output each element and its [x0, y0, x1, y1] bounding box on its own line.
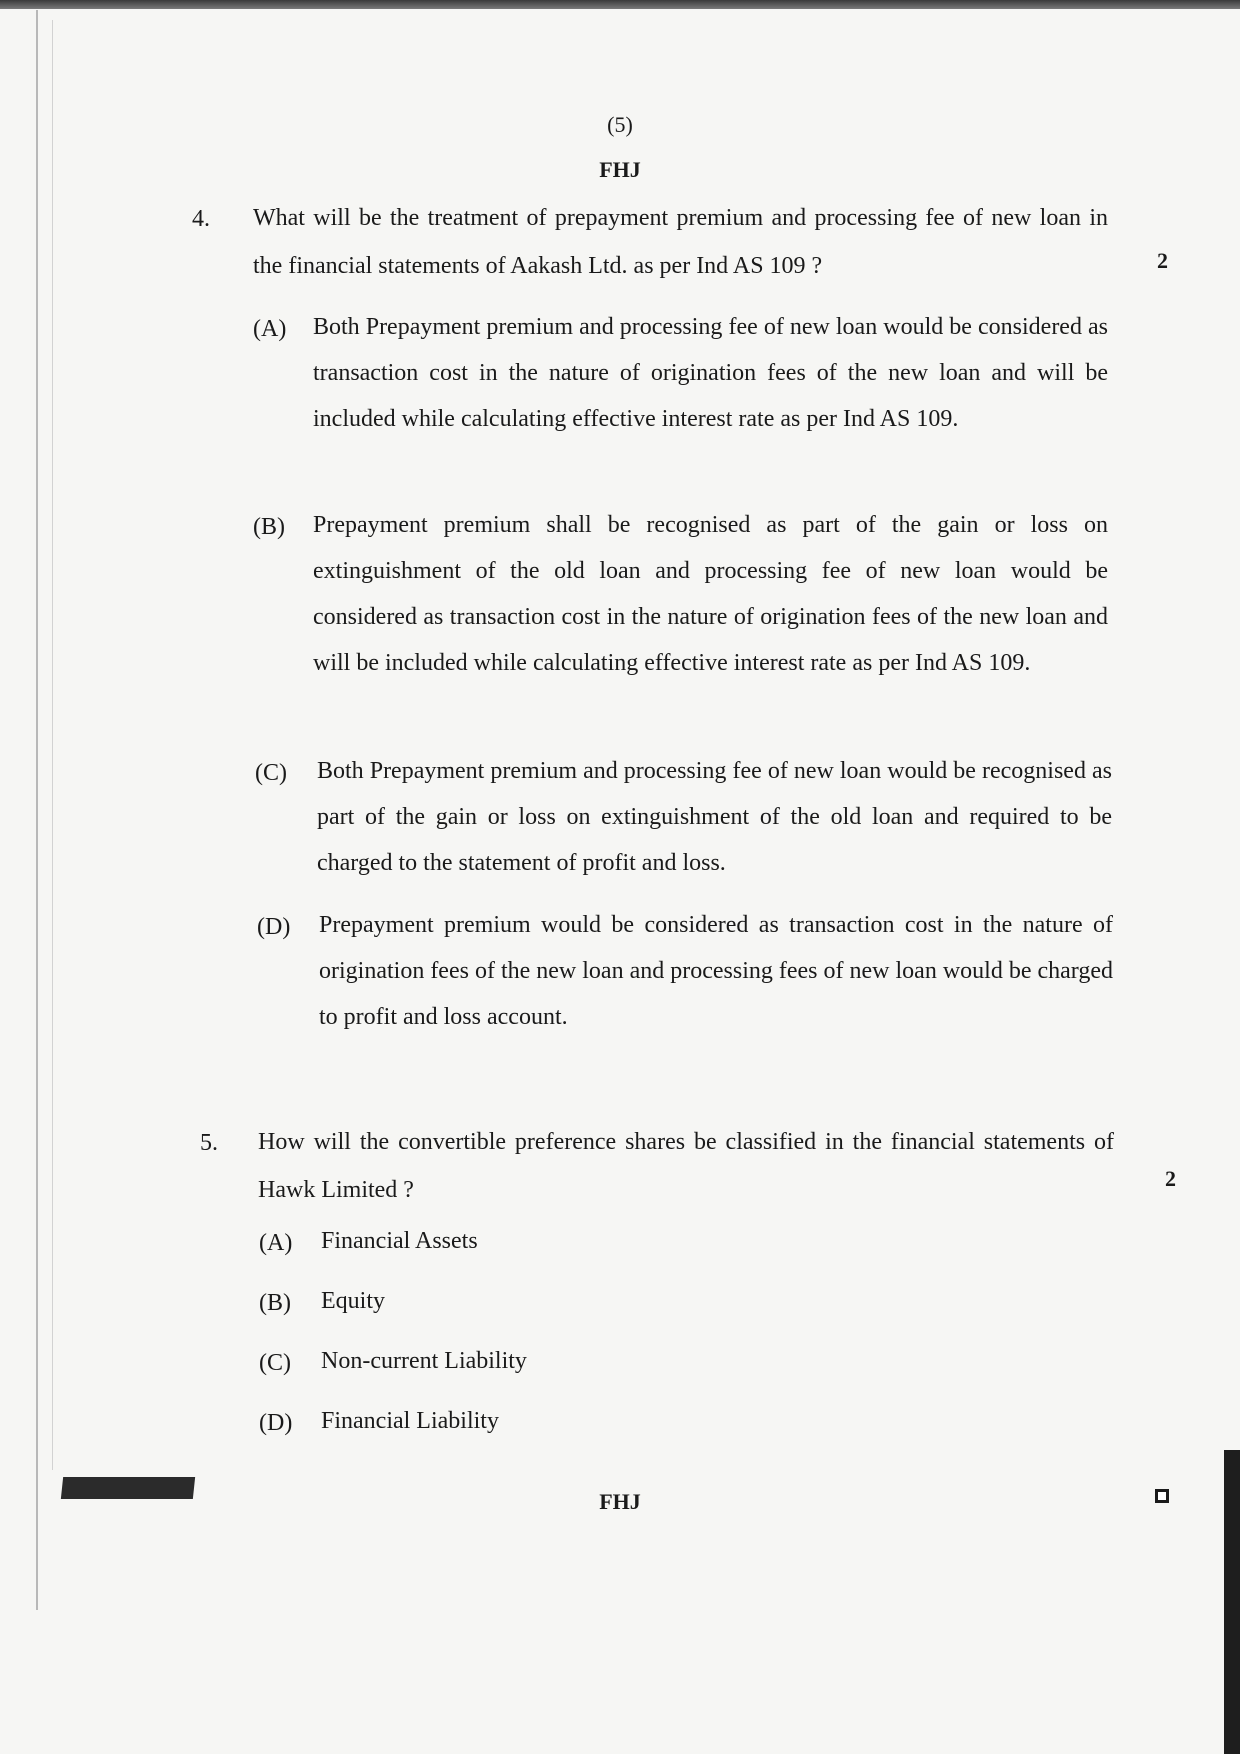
option-label: (C)	[255, 760, 287, 786]
scan-top-edge	[0, 0, 1240, 9]
option-label: (A)	[259, 1230, 293, 1256]
option-text: Equity	[321, 1288, 385, 1314]
option-text: Both Prepayment premium and processing fee of new loan would be considered as transaction cost in the nature of origination fees of the new loan and will be included while calculating effective interest rate as per Ind AS 109.	[313, 314, 1108, 432]
option-label: (B)	[259, 1290, 291, 1316]
option-label: (C)	[259, 1350, 291, 1376]
question-text: How will the convertible preference shares be classified in the financial statements of Hawk Limited ?	[258, 1129, 1114, 1203]
paper-code-bottom: FHJ	[599, 1489, 641, 1514]
page-number: (5)	[607, 112, 633, 137]
option-text: Prepayment premium shall be recognised as part of the gain or loss on extinguishment of the old loan and processing fee of new loan would be considered as transaction cost in the nature of origination fees of the new loan and will be included while calculating effective interest rate as per Ind AS 109.	[313, 512, 1108, 676]
question-marks: 2	[1157, 248, 1168, 273]
question-number: 5.	[200, 1130, 218, 1156]
option-label: (B)	[253, 514, 285, 540]
question-text: What will be the treatment of prepayment premium and processing fee of new loan in the financial statements of Aakash Ltd. as per Ind AS 109 ?	[253, 205, 1108, 279]
question-marks: 2	[1165, 1166, 1176, 1191]
option-label: (A)	[253, 316, 287, 342]
option-text: Prepayment premium would be considered as transaction cost in the nature of origination fees of the new loan and processing fees of new loan would be charged to profit and loss account.	[319, 912, 1113, 1030]
option-text: Financial Liability	[321, 1408, 499, 1434]
option-text: Non-current Liability	[321, 1348, 527, 1374]
option-label: (D)	[259, 1410, 293, 1436]
option-text: Both Prepayment premium and processing fee of new loan would be recognised as part of the gain or loss on extinguishment of the old loan and required to be charged to the statement of profit and loss.	[317, 758, 1112, 876]
option-label: (D)	[257, 914, 291, 940]
paper-code-top: FHJ	[599, 157, 641, 182]
question-number: 4.	[192, 206, 210, 232]
scan-left-edge	[36, 10, 38, 1610]
scan-left-edge-inner	[52, 20, 53, 1470]
option-text: Financial Assets	[321, 1228, 478, 1254]
